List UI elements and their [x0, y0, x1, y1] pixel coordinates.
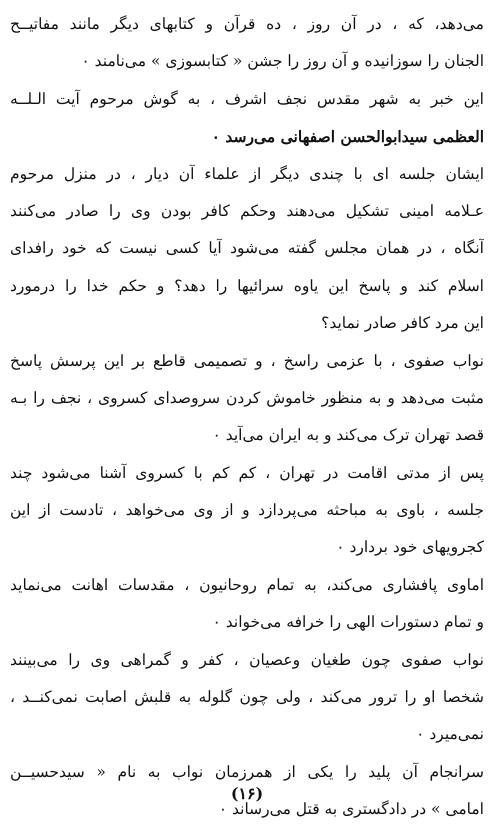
text-line: جلسه ، باوی به مباحثه می‌پردازد و از وی می‌خواهد ، تادست از این [10, 501, 484, 520]
text-line: نواب صفوی ، با عزمی راسخ ، و تصمیمی قاطع بر این پرسش پاسخ [10, 351, 484, 370]
text-line: العظمی سیدابوالحسن اصفهانی می‌رسد ۰ [211, 127, 484, 147]
text-line: و تمام دستورات الهی را خرافه می‌خواند ۰ [212, 613, 484, 632]
text-line: آنگاه ، در همان مجلس گفته می‌شود آیا کسی نیست که خود رافدای [10, 239, 484, 258]
text-line: نمی‌میرد ۰ [416, 725, 484, 744]
text-line: پس از مدتی اقامت در تهران ، کم کم با کسروی آشنا می‌شود چند [10, 463, 484, 482]
page-number: (۱۶) [230, 784, 264, 803]
text-line: مثبت می‌دهد و به منظور خاموش کردن سروصدای کسروی ، نجف را بـه [10, 388, 484, 407]
text-line: عـلامه امینی تشکیل می‌دهند وحکم کافر بودن وی را صادر می‌کنند [10, 201, 484, 220]
text-line: کجرویهای خود بردارد ۰ [336, 538, 484, 557]
text-line: اسلام کند و پاسخ این یاوه سرائیها را دهد؟ و حکم خدا را درمورد [10, 276, 484, 295]
body-text [10, 6, 484, 829]
text-line: این خبر به شهر مقدس نجف اشرف ، به گوش مرحوم آیت الـلــه [10, 89, 484, 108]
text-line: نواب صفوی چون طغیان وعصیان ، کفر و گمراهی وی را می‌بینند [10, 650, 484, 669]
text-line: این مرد کافر صادر نماید؟ [321, 314, 484, 333]
text-line: اماوی پافشاری می‌کند، به تمام روحانیون ، مقدسات اهانت می‌نماید [10, 575, 484, 594]
text-line: قصد تهران ترک می‌کند و به ایران می‌آید ۰ [212, 426, 484, 445]
text-line: سرانجام آن پلید را یکی از همرزمان نواب به نام « سیدحسیــن [10, 762, 484, 781]
text-line: شخصا او را ترور می‌کند ، ولی چون گلوله به قلبش اصابت نمی‌کنــد ، [10, 688, 484, 707]
text-line: ایشان جلسه ای با چندی دیگر از علماء آن دیار ، در منزل مرحوم [10, 164, 484, 183]
text-line: امامی » در دادگستری به قتل می‌رساند ۰ [218, 800, 484, 819]
text-line: می‌دهد، که ، در آن روز ، ده قرآن و کتابهای دیگر مانند مفاتیــح [10, 15, 484, 33]
text-line: الجنان را سوزانیده و آن روز را جشن « کتابسوزی » می‌نامند ۰ [81, 52, 484, 71]
